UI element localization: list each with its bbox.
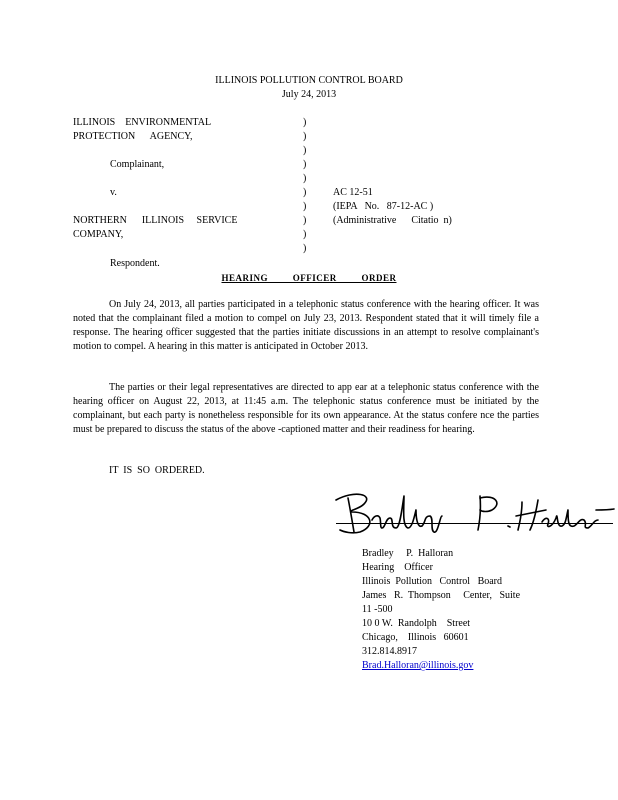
complainant-role: Complainant, [110, 159, 165, 170]
versus-label: v. [110, 187, 117, 198]
caption-paren: ) [303, 173, 307, 184]
board-heading: ILLINOIS POLLUTION CONTROL BOARD [215, 75, 403, 86]
caption-paren: ) [303, 117, 307, 128]
complainant-name-line1: ILLINOIS ENVIRONMENTAL [73, 117, 212, 128]
case-number: AC 12-51 [333, 187, 373, 198]
respondent-role: Respondent. [110, 258, 160, 269]
order-date: July 24, 2013 [281, 89, 337, 100]
caption-paren: ) [303, 243, 307, 254]
paragraph-1: On July 24, 2013, all parties participated in a telephonic status conference with the hearing officer. It was noted that the complainant filed a motion to compel on July 23, 2013. Respondent stated that it will timely file a response. The hearing officer suggested that the parties initiate discussions in an attempt to resolve complainant's motion to compel. A hearing in this matter is anticipated in October 2013. [73, 299, 539, 352]
caption-paren: ) [303, 187, 307, 198]
iepa-number: (IEPA No. 87-12-AC ) [333, 201, 434, 212]
address-line2: 11 -500 [362, 604, 393, 615]
phone-number: 312.814.8917 [362, 646, 417, 657]
caption-paren: ) [303, 215, 307, 226]
respondent-name-line1: NORTHERN ILLINOIS SERVICE [73, 215, 238, 226]
caption-paren: ) [303, 229, 307, 240]
respondent-name-line2: COMPANY, [73, 229, 124, 240]
address-line3: 10 0 W. Randolph Street [362, 618, 471, 629]
address-city: Chicago, Illinois 60601 [362, 632, 469, 643]
address-line1: James R. Thompson Center, Suite [362, 590, 521, 601]
so-ordered: IT IS SO ORDERED. [109, 465, 205, 476]
signer-organization: Illinois Pollution Control Board [362, 576, 503, 587]
signer-title: Hearing Officer [362, 562, 433, 573]
email-link[interactable]: Brad.Halloran@illinois.gov [362, 660, 474, 671]
caption-paren: ) [303, 145, 307, 156]
signature-image [330, 488, 616, 542]
citation-type: (Administrative Citatio n) [333, 215, 452, 226]
order-title: HEARING OFFICER ORDER [221, 273, 397, 283]
complainant-name-line2: PROTECTION AGENCY, [73, 131, 193, 142]
caption-paren: ) [303, 159, 307, 170]
signature-line [336, 523, 613, 524]
signer-name: Bradley P. Halloran [362, 548, 454, 559]
caption-paren: ) [303, 201, 307, 212]
caption-paren: ) [303, 131, 307, 142]
paragraph-2: The parties or their legal representatives are directed to app ear at a telephonic status conference with the hearing officer on August 22, 2013, at 11:45 a.m. The telephonic status conference must be initiated by the complainant, but each party is nonetheless responsible for its own appearance. At the status confere nce the parties must be prepared to discuss the status of the above -captioned matter and their readiness for hearing. [73, 382, 539, 435]
